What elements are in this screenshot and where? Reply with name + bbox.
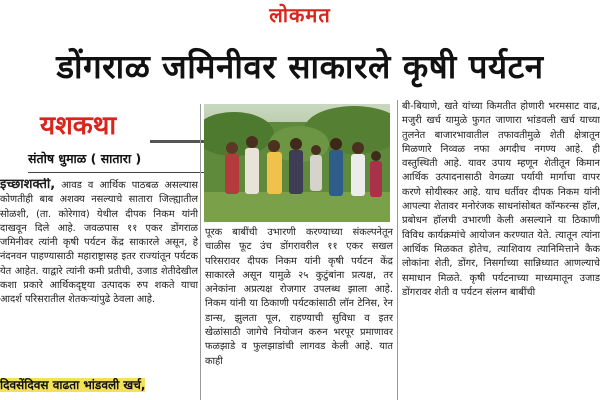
column-right xyxy=(402,100,600,400)
section-label: यशकथा xyxy=(40,111,117,141)
column-divider-right xyxy=(397,100,398,400)
byline: संतोष धुमाळ ( सातारा ) xyxy=(28,151,142,166)
lead-word: इच्छाशक्ती, xyxy=(0,178,56,192)
masthead xyxy=(0,0,600,28)
column-left-text: आवड व आर्थिक पाठबळ असल्यास कोणतीही बाब अशक्य नसल्याचे सातारा जिल्ह्यातील सोळशी, (ता. कोरेगाव) येथील दीपक निकम यांनी दाखवून दिले आहे. जवळपास ११ एकर डोंगराळ जमिनीवर त्यांनी कृषी पर्यटन केंद्र साकारले असून, हे नंदनवन पाहण्यासाठी महाराष्ट्रासह इतर राज्यांतून पर्यटक येत आहेत. याद्वारे त्यांनी कमी प्रतीची, उजाड शेतीदेखील कशा प्रकारे आर्थिकदृष्ट्या उत्पादक रुप शकते याचा आदर्श परिसरातील शेतकऱ्यांपुढे ठेवला आहे. xyxy=(0,180,198,306)
tourists-photo-image xyxy=(204,104,390,222)
headline: डोंगराळ जमिनीवर साकारले कृषी पर्यटन xyxy=(56,47,544,86)
column-right-text: बी-बियाणे, खते यांच्या किमतीत होणारी भरमसाट वाढ, मजुरी खर्च यामुळे फुगत जाणारा भांडवली खर्च याच्या तुलनेत बाजारभावातील तफावतीमुळे शेती क्षेत्रातून मिळणारे निव्वळ नफा अगदीच नगण्य आहे. ही वस्तुस्थिती आहे. यावर उपाय म्हणून शेतीतून किमान आर्थिक उत्पादनासाठी वेगळ्या पर्यायी मार्गाचा वापर करणे सोयीस्कर आहे. याच धर्तीवर दीपक निकम यांनी आपल्या शेतावर मनोरंजक साधनांसोबत कॉन्फरन्स हॉल, प्रबोधन हॉलची उभारणी केली असल्याने या ठिकाणी विविध कार्यक्रमांचे आयोजन करण्यात येते. त्यातून त्यांना आर्थिक मिळकत होतेच, त्याशिवाय त्यानिमित्ताने कैक लोकांना शेती, डोंगर, निसर्गाच्या सान्निध्यात आणल्याचे समाधान मिळते. कृषी पर्यटनाच्या माध्यमातून उजाड डोंगरावर शेती व पर्यटन संलग्न बाबींची xyxy=(402,101,600,298)
lokmat-logo: लोकमत xyxy=(269,2,331,27)
column-divider-left xyxy=(200,104,201,400)
column-left xyxy=(0,178,198,372)
pull-quote-text: दिवसेंदिवस वाढता भांडवली खर्च, xyxy=(0,378,146,392)
column-middle xyxy=(205,226,393,400)
column-middle-text: पूरक बाबींची उभारणी करण्याच्या संकल्पनेतून चाळीस फूट उंच डोंगरावरील ११ एकर सखल परिसरावर दीपक निकम यांनी कृषी पर्यटन केंद्र साकारले असून यामुळे २५ कुटुंबांना प्रत्यक्ष, तर अनेकांना अप्रत्यक्ष रोजगार उपलब्ध झाला आहे. निकम यांनी या ठिकाणी पर्यटकांसाठी लॉन टेनिस, रेन डान्स, झुलता पूल, राहण्याची सुविधा व इतर खेळांसाठी जागेचे नियोजन करुन भरपूर प्रमाणावर फळझाडे व फुलझाडांची लागवड केली आहे. यात काही xyxy=(205,227,393,367)
pull-quote xyxy=(0,374,198,400)
article-photo xyxy=(204,104,390,222)
